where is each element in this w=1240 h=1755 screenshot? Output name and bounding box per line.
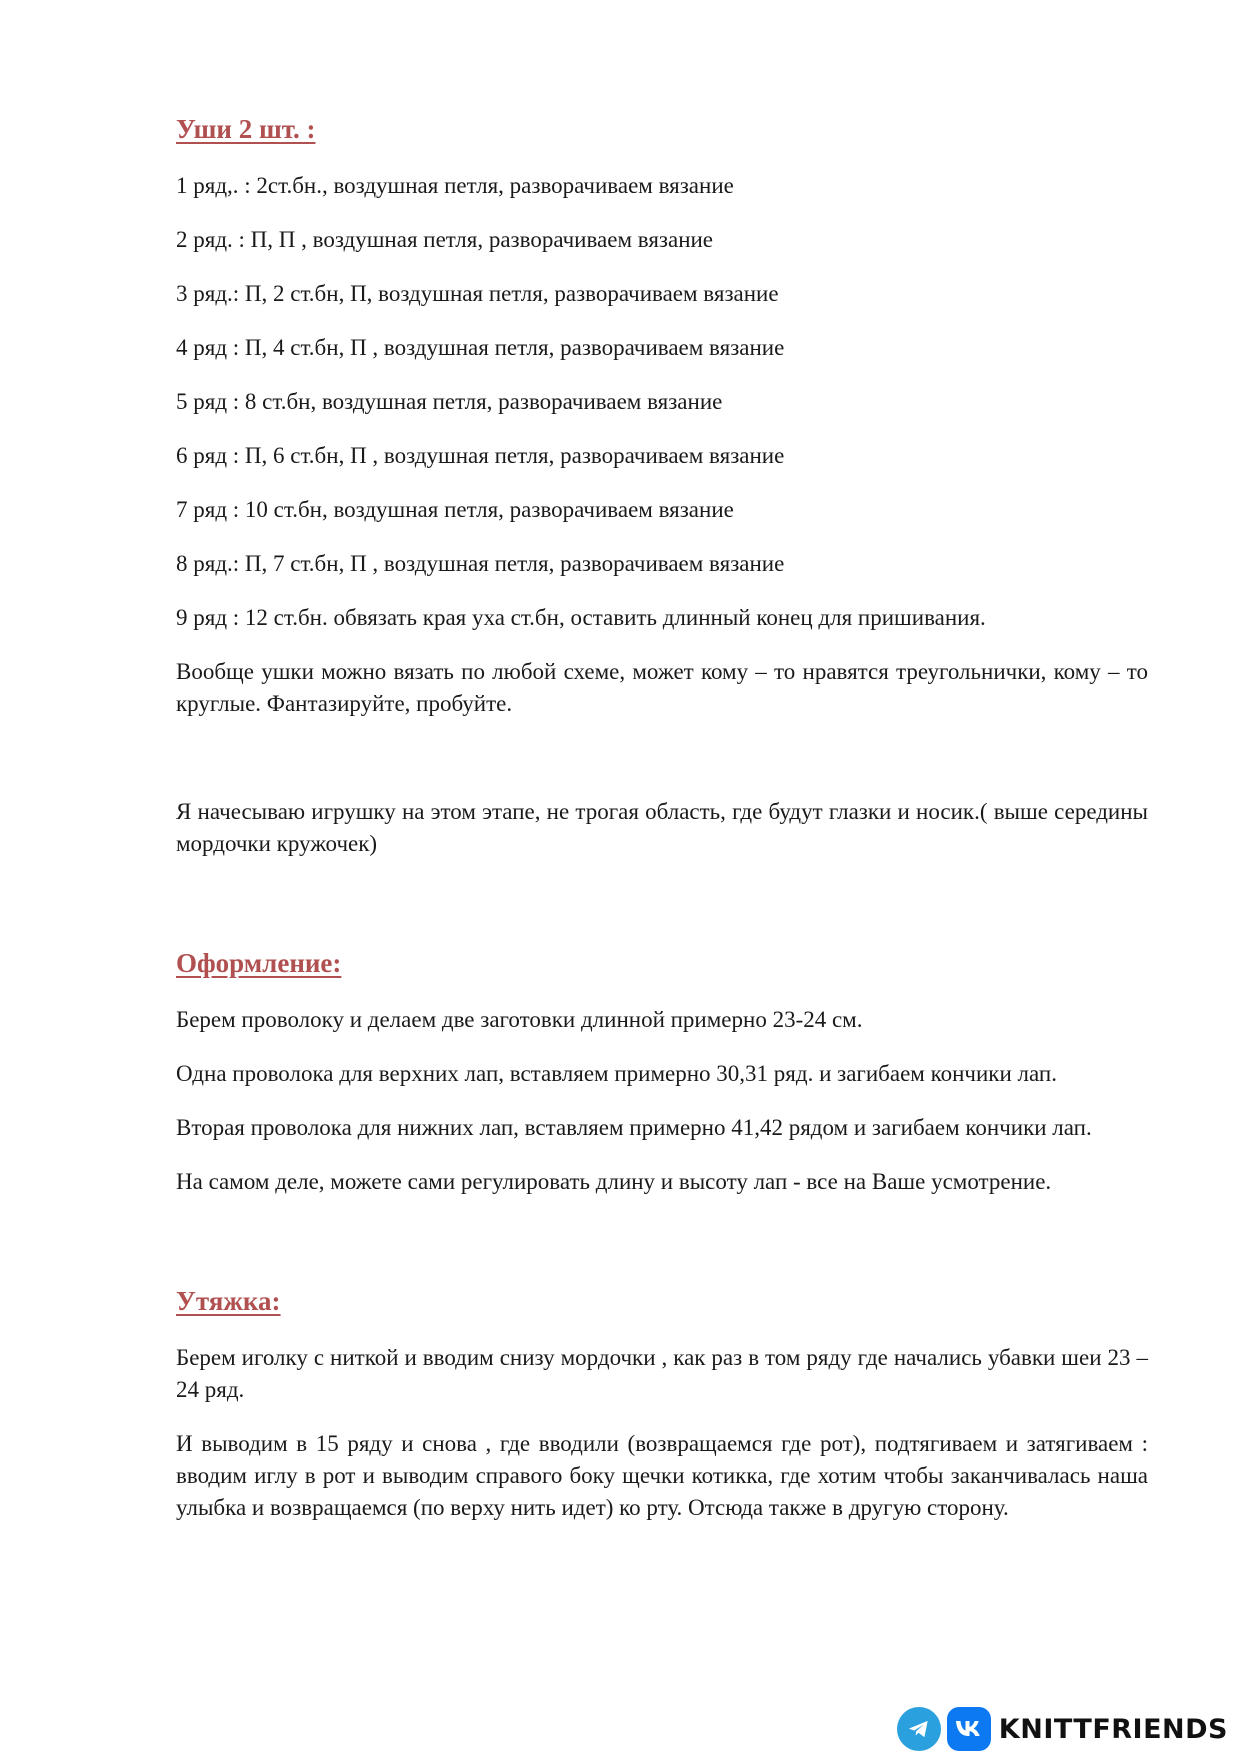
ears-row-8: 8 ряд.: П, 7 ст.бн, П , воздушная петля, разворачиваем вязание bbox=[176, 551, 785, 576]
ears-row-5: 5 ряд : 8 ст.бн, воздушная петля, разворачиваем вязание bbox=[176, 389, 723, 414]
decoration-paragraph-4: На самом деле, можете сами регулировать длину и высоту лап - все на Ваше усмотрение. bbox=[176, 1169, 1052, 1194]
vk-icon[interactable] bbox=[947, 1707, 991, 1751]
ears-note: Вообще ушки можно вязать по любой схеме, может кому – то нравятся треугольнички, кому – то круглые. Фантазируйте, пробуйте. bbox=[176, 659, 1148, 716]
ears-row-7: 7 ряд : 10 ст.бн, воздушная петля, разворачиваем вязание bbox=[176, 497, 734, 522]
ears-row-2: 2 ряд. : П, П , воздушная петля, разворачиваем вязание bbox=[176, 227, 714, 252]
decoration-paragraph-1: Берем проволоку и делаем две заготовки длинной примерно 23-24 см. bbox=[176, 1007, 863, 1032]
footer-brand bbox=[897, 1703, 1228, 1755]
telegram-icon[interactable] bbox=[897, 1707, 941, 1751]
tightening-paragraph-1: Берем иголку с ниткой и вводим снизу мордочки , как раз в том ряду где начались убавки шеи 23 – 24 ряд. bbox=[176, 1345, 1148, 1402]
ears-row-9: 9 ряд : 12 ст.бн. обвязать края уха ст.бн, оставить длинный конец для пришивания. bbox=[176, 605, 986, 630]
decoration-paragraph-3: Вторая проволока для нижних лап, вставляем примерно 41,42 рядом и загибаем кончики лап. bbox=[176, 1115, 1092, 1140]
ears-row-4: 4 ряд : П, 4 ст.бн, П , воздушная петля, разворачиваем вязание bbox=[176, 335, 785, 360]
brushing-note: Я начесываю игрушку на этом этапе, не трогая область, где будут глазки и носик.( выше середины мордочки кружочек) bbox=[176, 799, 1148, 856]
document-page bbox=[176, 110, 1148, 1524]
section-title-decoration: Оформление: bbox=[176, 948, 342, 978]
section-title-ears: Уши 2 шт. : bbox=[176, 114, 316, 144]
brand-name: KNITTFRIENDS bbox=[998, 1713, 1228, 1745]
ears-row-3: 3 ряд.: П, 2 ст.бн, П, воздушная петля, разворачиваем вязание bbox=[176, 281, 779, 306]
tightening-paragraph-2: И выводим в 15 ряду и снова , где вводили (возвращаемся где рот), подтягиваем и затягиваем : вводим иглу в рот и выводим справого боку щечки котикка, где хотим чтобы заканчивалась наша улыбка и возвращаемся (по верху нить идет) ко рту. Отсюда также в другую сторону. bbox=[176, 1431, 1148, 1520]
ears-row-6: 6 ряд : П, 6 ст.бн, П , воздушная петля, разворачиваем вязание bbox=[176, 443, 785, 468]
ears-row-1: 1 ряд,. : 2ст.бн., воздушная петля, разворачиваем вязание bbox=[176, 173, 734, 198]
section-title-tightening: Утяжка: bbox=[176, 1286, 281, 1316]
decoration-paragraph-2: Одна проволока для верхних лап, вставляем примерно 30,31 ряд. и загибаем кончики лап. bbox=[176, 1061, 1057, 1086]
